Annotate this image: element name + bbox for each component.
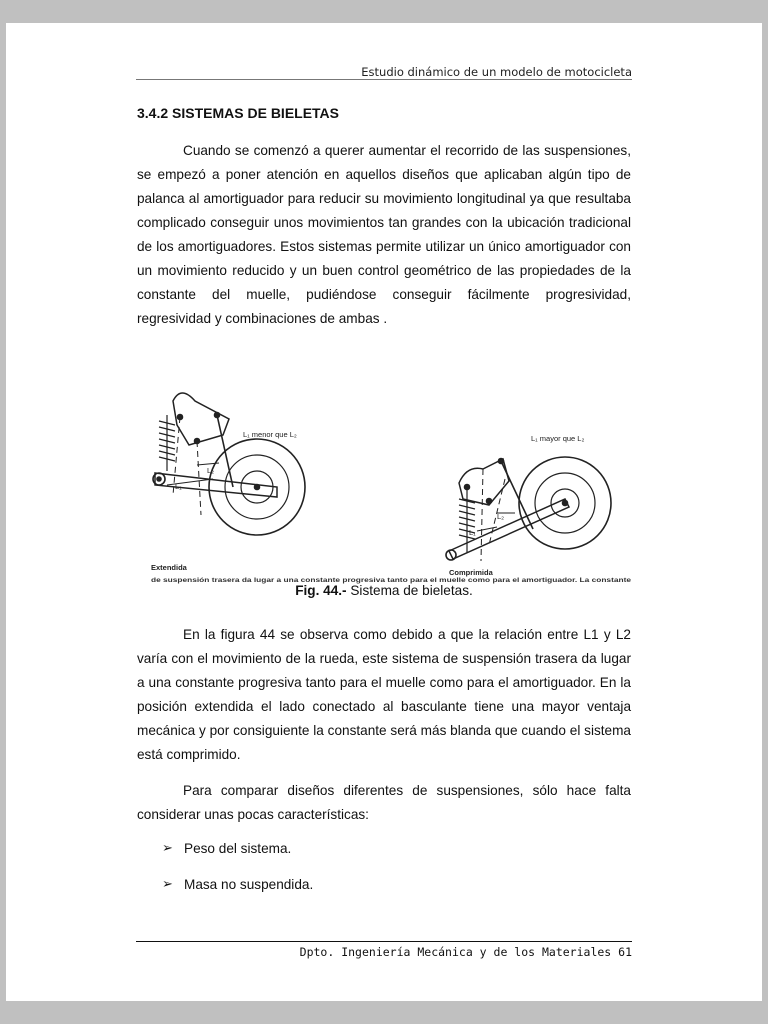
left-l1-label: L₁ (175, 482, 182, 491)
figure-strip-text: de suspensión trasera da lugar a una constante progresiva tanto para el muelle como para el amortiguador. La constante (151, 577, 632, 584)
figure-bieletas (137, 375, 632, 584)
page-footer: Dpto. Ingeniería Mecánica y de los Materiales 61 (299, 945, 632, 959)
arrow-bullet-icon: ➢ (162, 841, 173, 856)
figure-caption-text: Sistema de bieletas. (346, 583, 473, 598)
figure-caption (137, 583, 631, 598)
feature-list (162, 841, 313, 913)
right-l2-label: L₂ (497, 512, 505, 521)
paragraph-1: Cuando se comenzó a querer aumentar el recorrido de las suspensiones, se empezó a poner atención en aquellos diseños que aplicaban algún tipo de palanca al amortiguador para reducir su movimiento longitudinal ya que resultaba complicado conseguir unos movimientos tan grandes con la ubicación tradicional de los amortiguadores. Estos sistemas permite utilizar un único amortiguador con un movimiento reducido y un buen control geométrico de las propiedades de la constante del muelle, pudiéndose conseguir fácilmente progresividad, regresividad y combinaciones de ambas . (137, 143, 631, 326)
right-label: L₁ mayor que L₂ (531, 434, 585, 443)
document-page (6, 23, 762, 1001)
list-item (162, 877, 313, 913)
left-l2-label: L₂ (207, 466, 215, 475)
compressed-mechanism (446, 457, 611, 561)
header-rule (136, 79, 632, 80)
list-item-text: Peso del sistema. (184, 841, 292, 856)
right-state-label: Comprimida (449, 568, 493, 577)
left-label: L₁ menor que L₂ (243, 430, 297, 439)
right-l1-label: L₁ (469, 528, 476, 537)
running-header: Estudio dinámico de un modelo de motocicleta (361, 65, 632, 79)
left-state-label: Extendida (151, 563, 187, 572)
list-item (162, 841, 313, 877)
paragraph-3: Para comparar diseños diferentes de suspensiones, sólo hace falta considerar unas pocas características: (137, 783, 631, 822)
arrow-bullet-icon: ➢ (162, 877, 173, 892)
footer-rule (136, 941, 632, 942)
section-title: 3.4.2 SISTEMAS DE BIELETAS (137, 105, 340, 121)
paragraph-2: En la figura 44 se observa como debido a que la relación entre L1 y L2 varía con el movimiento de la rueda, este sistema de suspensión trasera da lugar a una constante progresiva tanto para el muelle como para el amortiguador. En la posición extendida el lado conectado al basculante tiene una mayor ventaja mecánica y por consiguiente la constante será más blanda que cuando el sistema está comprimido. (137, 627, 631, 762)
extended-mechanism (153, 393, 305, 535)
figure-caption-label: Fig. 44.- (295, 583, 347, 598)
list-item-text: Masa no suspendida. (184, 877, 314, 892)
